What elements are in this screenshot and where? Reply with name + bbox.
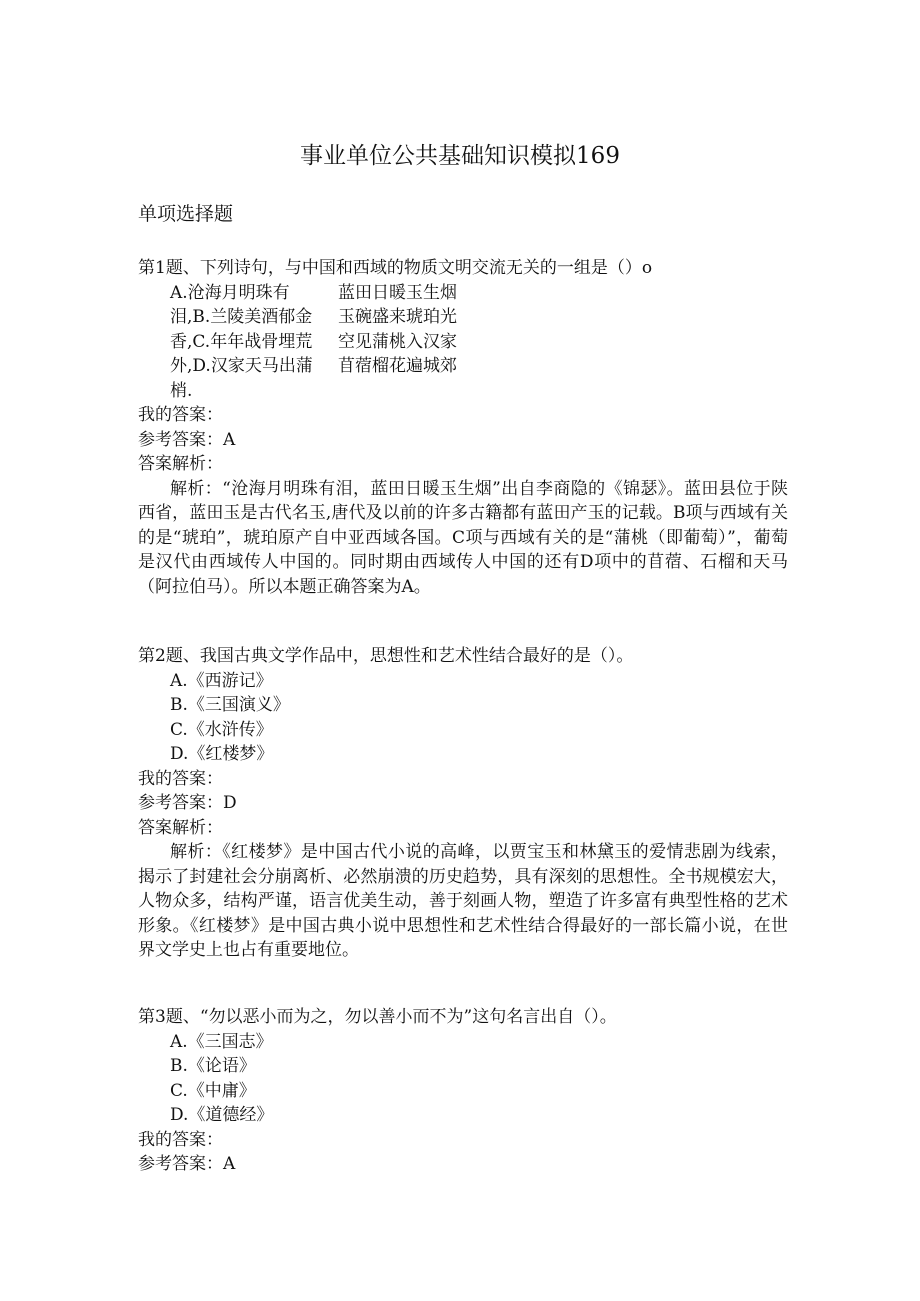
page-title: 事业单位公共基础知识模拟169 — [300, 143, 620, 169]
option-line: 空见蒲桃入汉家 — [338, 331, 457, 352]
question-3 — [138, 1005, 788, 1177]
option-b: B.《论语》 — [170, 1056, 256, 1076]
option-line: 玉碗盛来琥珀光 — [338, 307, 457, 327]
analysis-text: 解析：“沧海月明珠有泪，蓝田日暖玉生烟”出自李商隐的《锦瑟》。蓝田县位于陕西省，蓝田玉是古代名玉,唐代及以前的许多古籍都有蓝田产玉的记载。B项与西域有关的是“琥珀”，琥珀原产自中亚西域各国。C项与西域有关的是“蒲桃（即葡萄）”，葡萄是汉代由西域传人中国的。同时期由西域传人中国的还有D项中的苜蓿、石榴和天马（阿拉伯马）。所以本题正确答案为A。 — [138, 478, 788, 597]
option-line: 香,C.年年战骨埋荒 — [170, 331, 313, 352]
analysis-label: 答案解析： — [138, 817, 223, 838]
option-left-column — [170, 281, 338, 404]
reference-answer: 参考答案：A — [138, 429, 236, 450]
reference-answer: 参考答案：D — [138, 793, 237, 813]
question-1 — [138, 256, 788, 599]
option-a: A.《三国志》 — [170, 1031, 273, 1052]
option-line: 蓝田日暖玉生烟 — [338, 282, 457, 303]
question-stem: 第3题、“勿以恶小而为之，勿以善小而不为”这句名言出自（）。 — [138, 1007, 617, 1027]
question-2 — [138, 644, 788, 963]
option-line: 外,D.汉家天马出蒲 — [170, 356, 313, 376]
section-heading: 单项选择题 — [138, 203, 234, 225]
option-a: A.《西游记》 — [170, 670, 273, 691]
my-answer-label: 我的答案： — [138, 405, 223, 425]
option-d: D.《道德经》 — [170, 1105, 274, 1125]
analysis-label: 答案解析： — [138, 454, 223, 474]
option-right-column — [338, 281, 457, 404]
question-stem: 第1题、下列诗句，与中国和西域的物质文明交流无关的一组是（）o — [138, 258, 653, 278]
option-columns — [170, 281, 510, 404]
option-line: 梢. — [170, 380, 193, 401]
option-c: C.《中庸》 — [170, 1080, 256, 1101]
question-stem: 第2题、我国古典文学作品中，思想性和艺术性结合最好的是（）。 — [138, 646, 634, 666]
option-b: B.《三国演义》 — [170, 695, 290, 715]
option-line: 泪,B.兰陵美酒郁金 — [170, 307, 313, 327]
option-line: A.沧海月明珠有 — [170, 282, 290, 303]
reference-answer: 参考答案：A — [138, 1154, 236, 1174]
option-c: C.《水浒传》 — [170, 719, 273, 740]
option-line: 苜蓿榴花遍城郊 — [338, 356, 457, 376]
my-answer-label: 我的答案： — [138, 768, 223, 789]
analysis-text: 解析：《红楼梦》是中国古代小说的高峰，以贾宝玉和林黛玉的爱情悲剧为线索，揭示了封建社会分崩离析、必然崩溃的历史趋势，具有深刻的思想性。全书规模宏大，人物众多，结构严谨，语言优美生动，善于刻画人物，塑造了许多富有典型性格的艺术形象。《红楼梦》是中国古典小说中思想性和艺术性结合得最好的一部长篇小说，在世界文学史上也占有重要地位。 — [138, 842, 788, 960]
my-answer-label: 我的答案： — [138, 1129, 223, 1150]
option-d: D.《红楼梦》 — [170, 744, 274, 764]
